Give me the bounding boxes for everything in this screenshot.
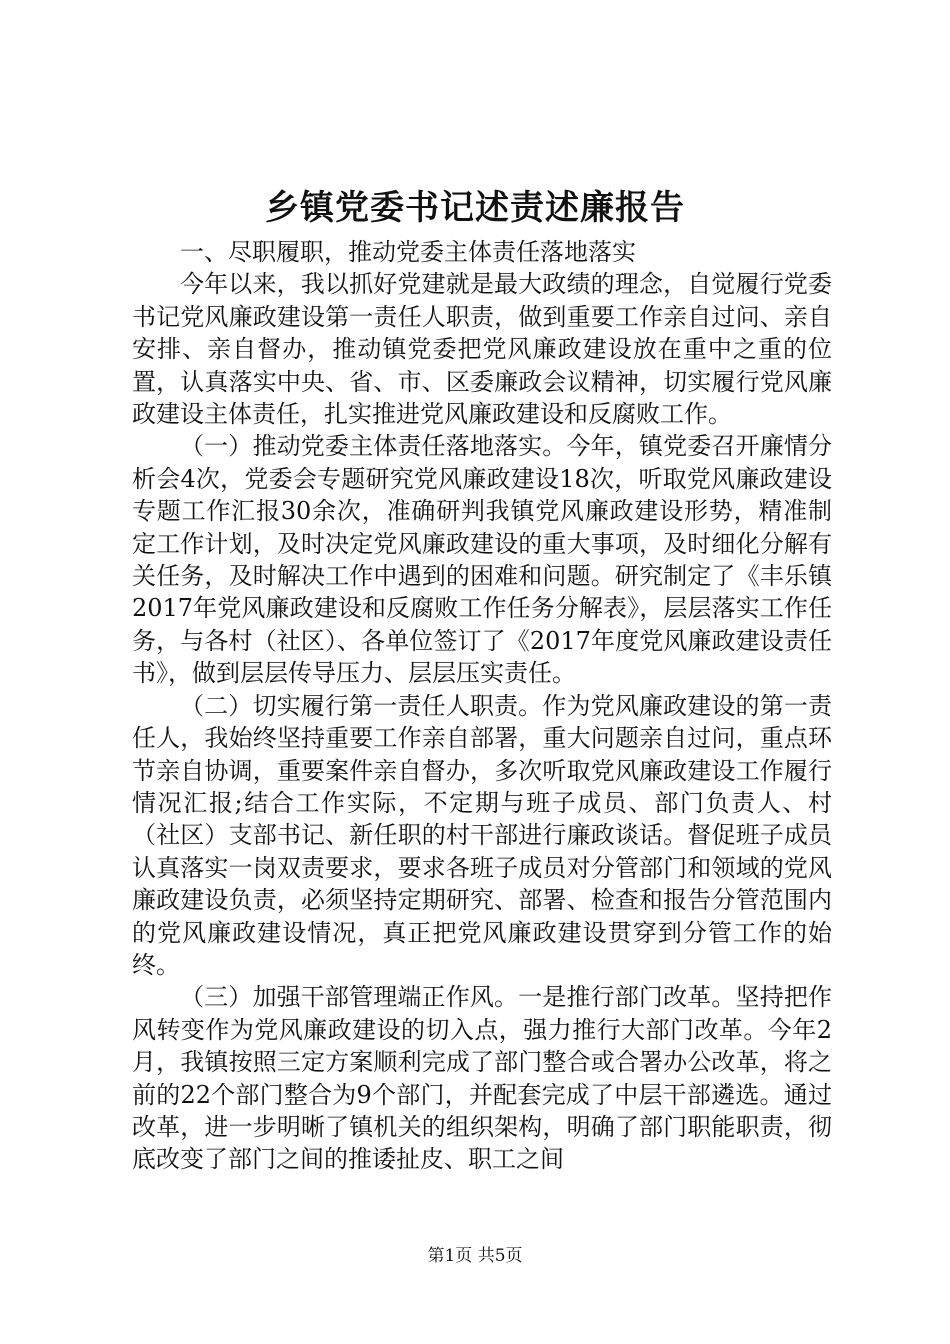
- section-heading: 一、尽职履职，推动党委主体责任落地落实: [180, 238, 636, 266]
- body-paragraph-2: （二）切实履行第一责任人职责。作为党风廉政建设的第一责任人，我始终坚持重要工作亲自部署，重大问题亲自过问，重点环节亲自协调，重要案件亲自督办，多次听取党风廉政建设工作履行情况汇报;结合工作实际，不定期与班子成员、部门负责人、村（社区）支部书记、新任职的村干部进行廉政谈话。督促班子成员认真落实一岗双责要求，要求各班子成员对分管部门和领域的党风廉政建设负责，必须坚持定期研究、部署、检查和报告分管范围内的党风廉政建设情况，真正把党风廉政建设贯穿到分管工作的始终。: [132, 691, 832, 979]
- page-number-footer: 第1页 共5页: [427, 1246, 523, 1266]
- document-body: [132, 236, 832, 1176]
- body-paragraph-1: （一）推动党委主体责任落地落实。今年，镇党委召开廉情分析会4次，党委会专题研究党风廉政建设18次，听取党风廉政建设专题工作汇报30余次，准确研判我镇党风廉政建设形势，精准制定工作计划，及时决定党风廉政建设的重大事项，及时细化分解有关任务，及时解决工作中遇到的困难和问题。研究制定了《丰乐镇2017年党风廉政建设和反腐败工作任务分解表》，层层落实工作任务，与各村（社区）、各单位签订了《2017年度党风廉政建设责任书》，做到层层传导压力、层层压实责任。: [132, 432, 832, 688]
- document-title: 乡镇党委书记述责述廉报告: [265, 188, 685, 228]
- body-paragraph-intro: 今年以来，我以抓好党建就是最大政绩的理念，自觉履行党委书记党风廉政建设第一责任人职责，做到重要工作亲自过问、亲自安排、亲自督办，推动镇党委把党风廉政建设放在重中之重的位置，认真落实中央、省、市、区委廉政会议精神，切实履行党风廉政建设主体责任，扎实推进党风廉政建设和反腐败工作。: [132, 270, 832, 429]
- body-paragraph-3: （三）加强干部管理端正作风。一是推行部门改革。坚持把作风转变作为党风廉政建设的切入点，强力推行大部门改革。今年2月，我镇按照三定方案顺利完成了部门整合或合署办公改革，将之前的22个部门整合为9个部门，并配套完成了中层干部遴选。通过改革，进一步明晰了镇机关的组织架构，明确了部门职能职责，彻底改变了部门之间的推诿扯皮、职工之间: [132, 983, 832, 1174]
